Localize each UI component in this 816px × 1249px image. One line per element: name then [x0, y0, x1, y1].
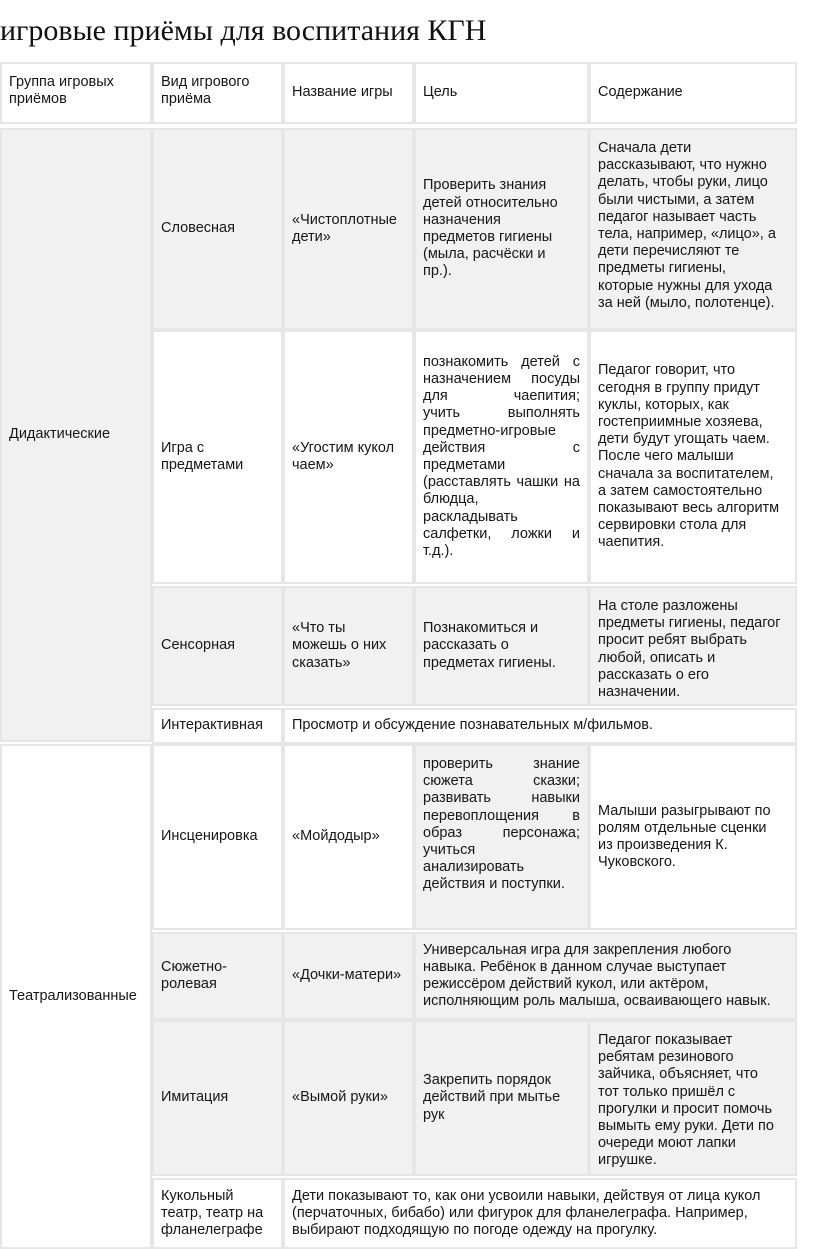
row2-goal-line: раскладывать	[423, 508, 518, 525]
row5-kind	[152, 744, 283, 930]
header-group	[0, 62, 152, 124]
row1-content	[589, 128, 797, 330]
row6-merged-line: режиссёром действий кукол, или актёром,	[423, 976, 709, 992]
row6-merged-line: Универсальная игра для закрепления любого	[423, 941, 732, 958]
row5-goal-line: проверить знание	[423, 756, 580, 772]
row7-name	[283, 1020, 414, 1176]
header-kind-line: приёма	[161, 91, 212, 108]
row6-kind	[152, 932, 283, 1020]
row5-goal-line: перевоплощения в	[423, 807, 580, 824]
row2-content-line: сервировки стола для	[598, 517, 747, 534]
row2-goal-line: предметами	[423, 457, 506, 473]
row7-content	[589, 1020, 797, 1176]
row4-merged	[283, 708, 797, 744]
row2-goal	[414, 330, 589, 584]
row2-goal-line: познакомить детей с	[423, 353, 580, 370]
row2-goal-line: блюдца,	[423, 491, 479, 508]
header-group-line: Группа игровых	[9, 74, 114, 90]
row1-content-line: которые нужны для ухода	[598, 277, 773, 294]
row3-goal-line: предметах гигиены.	[423, 654, 556, 671]
row5-kind-line: Инсценировка	[161, 828, 258, 845]
row1-content-line: рассказывают, что нужно	[598, 157, 767, 174]
row3-goal-line: рассказать о	[423, 637, 509, 654]
row7-goal-line: действий при мытье	[423, 1089, 561, 1106]
row2-content-line: а затем самостоятельно	[598, 482, 763, 499]
row1-goal-line: назначения	[423, 211, 501, 228]
row1-name-line: дети»	[292, 229, 331, 245]
row3-kind	[152, 586, 283, 706]
row2-goal-line: назначением посуды	[423, 370, 580, 387]
row2-content-line: гостеприимные хозяева,	[598, 413, 763, 430]
row5-content-line: Малыши разыгрывают по	[598, 802, 771, 819]
row3-content-line: На столе разложены	[598, 598, 738, 614]
header-kind-line: Вид игрового	[161, 74, 250, 90]
row6-name	[283, 932, 414, 1020]
row5-name-line: «Мойдодыр»	[292, 828, 380, 845]
row8-merged-line: Дети показывают то, как они усвоили навыки, действуя от лица кукол	[292, 1187, 761, 1204]
row3-name-line: можешь о них	[292, 637, 387, 654]
row1-goal-line: (мыла, расчёски и	[423, 246, 546, 263]
row3-content-line: любой, описать и	[598, 649, 716, 666]
row7-name-line: «Вымой руки»	[292, 1089, 388, 1106]
group-theatre-label: Театрализованные	[9, 987, 137, 1004]
row2-name-line: «Угостим кукол	[292, 439, 395, 456]
header-content-line: Содержание	[598, 84, 683, 101]
row2-goal-line: учить выполнять	[423, 405, 580, 422]
row8-merged	[283, 1178, 797, 1249]
row2-content-line: сначала за воспитателем,	[598, 465, 774, 482]
row1-content-line: тела, например, «лицо», а	[598, 226, 776, 243]
row6-kind-line: ролевая	[161, 976, 217, 992]
row4-kind-line: Интерактивная	[161, 717, 263, 734]
row1-content-line: делать, чтобы руки, лицо	[598, 174, 768, 191]
row3-goal-line: Познакомиться и	[423, 620, 539, 637]
row7-goal-line: рук	[423, 1106, 445, 1123]
row3-content-line: предметы гигиены, педагог	[598, 615, 781, 632]
row5-goal-line: действия и поступки.	[423, 876, 565, 893]
row2-goal-line: для чаепития;	[423, 388, 580, 405]
row5-content-line: Чуковского.	[598, 854, 676, 871]
row2-goal-line: действия с	[423, 439, 580, 456]
row8-merged-line: выбирают подходящую по погоде одежду на прогулку.	[292, 1222, 658, 1239]
row2-name	[283, 330, 414, 584]
row1-goal-line: детей относительно	[423, 194, 558, 211]
row7-content-line: Педагог показывает	[598, 1032, 733, 1048]
row1-name-line: «Чистоплотные	[292, 211, 397, 228]
row1-goal	[414, 128, 589, 330]
row8-kind-line: фланелеграфе	[161, 1222, 263, 1239]
row3-kind-line: Сенсорная	[161, 637, 236, 654]
row2-goal-line: т.д.).	[423, 543, 454, 560]
row7-kind	[152, 1020, 283, 1176]
row1-kind	[152, 128, 283, 330]
row5-goal-line: учиться	[423, 842, 476, 859]
header-goal	[414, 62, 589, 124]
row5-content-line: ролям отдельные сценки	[598, 819, 767, 836]
row1-content-line: за ней (мыло, полотенце).	[598, 294, 775, 311]
row2-goal-line: салфетки, ложки и	[423, 525, 580, 542]
row6-merged	[414, 932, 797, 1020]
row1-content-line: педагог называет часть	[598, 208, 757, 225]
row6-kind-line: Сюжетно-	[161, 958, 228, 975]
row5-goal-line: развивать навыки	[423, 790, 580, 807]
row4-merged-line: Просмотр и обсуждение познавательных м/фильмов.	[292, 717, 654, 734]
row3-content-line: назначении.	[598, 684, 681, 701]
row1-content-line: дети перечисляют те	[598, 243, 740, 260]
row7-content-line: тот только пришёл с	[598, 1083, 736, 1100]
row7-goal-line: Закрепить порядок	[423, 1072, 552, 1089]
header-content	[589, 62, 797, 124]
row2-content-line: После чего малыши	[598, 448, 734, 465]
row8-kind-line: Кукольный	[161, 1187, 234, 1204]
row3-goal	[414, 586, 589, 706]
row6-merged-line: навыка. Ребёнок в данном случае выступает	[423, 958, 727, 975]
row1-content-line: Сначала дети	[598, 140, 692, 156]
row2-kind-line: предметами	[161, 457, 244, 473]
row2-name-line: чаем»	[292, 457, 334, 473]
row2-kind-line: Игра с	[161, 439, 205, 456]
row2-kind	[152, 330, 283, 584]
row8-kind-line: театр, театр на	[161, 1204, 264, 1221]
row2-content	[589, 330, 797, 584]
row8-merged-line: (перчаточных, бибабо) или фигурок для фланелеграфа. Например,	[292, 1204, 748, 1221]
row5-content	[589, 744, 797, 930]
row3-content-line: рассказать о его	[598, 666, 710, 683]
row3-content-line: просит ребят выбрать	[598, 632, 747, 649]
row1-goal-line: Проверить знания	[423, 177, 547, 194]
row7-content-line: зайчика, объясняет, что	[598, 1066, 758, 1083]
header-name-line: Название игры	[292, 84, 393, 101]
row3-name	[283, 586, 414, 706]
row6-name-line: «Дочки-матери»	[292, 967, 402, 984]
row2-goal-line: (расставлять чашки на	[423, 474, 580, 491]
row5-goal-line: сюжета сказки;	[423, 773, 580, 790]
row7-content-line: очереди моют лапки	[598, 1135, 736, 1152]
row5-content-line: из произведения К.	[598, 837, 728, 853]
row1-kind-line: Словесная	[161, 220, 235, 237]
row2-content-line: сегодня в группу придут	[598, 379, 760, 396]
row2-content-line: куклы, которых, как	[598, 396, 729, 413]
row2-content-line: чаепития.	[598, 534, 665, 551]
row7-content-line: ребятам резинового	[598, 1049, 734, 1066]
row1-content-line: были чистыми, а затем	[598, 191, 755, 208]
header-kind	[152, 62, 283, 124]
header-name	[283, 62, 414, 124]
row7-content-line: вымыть ему руки. Дети по	[598, 1118, 774, 1135]
row8-kind	[152, 1178, 283, 1249]
header-group-line: приёмов	[9, 91, 67, 108]
group-didactic-label: Дидактические	[9, 426, 111, 443]
row4-kind	[152, 708, 283, 744]
row2-content-line: дети будут угощать чаем.	[598, 431, 770, 448]
row1-content-line: предметы гигиены,	[598, 260, 727, 277]
row1-goal-line: предметов гигиены	[423, 229, 553, 245]
row5-goal	[414, 744, 589, 930]
row3-name-line: «Что ты	[292, 620, 346, 637]
row7-goal	[414, 1020, 589, 1176]
row2-content-line: показывают весь алгоритм	[598, 500, 780, 516]
row1-name	[283, 128, 414, 330]
row5-goal-line: образ персонажа;	[423, 824, 580, 841]
row5-goal-line: анализировать	[423, 859, 525, 876]
group-didactic	[0, 128, 152, 742]
row6-merged-line: исполняющим роль малыша, осваивающего навык.	[423, 993, 771, 1010]
row7-content-line: прогулки и просит помочь	[598, 1100, 772, 1117]
group-theatre	[0, 744, 152, 1249]
row3-content	[589, 586, 797, 706]
row1-goal-line: пр.).	[423, 263, 452, 280]
header-goal-line: Цель	[423, 84, 458, 101]
row7-content-line: игрушке.	[598, 1152, 657, 1169]
page-title: игровые приёмы для воспитания КГН	[0, 14, 487, 47]
row2-goal-line: предметно-игровые	[423, 422, 556, 439]
row7-kind-line: Имитация	[161, 1089, 229, 1106]
row3-name-line: сказать»	[292, 654, 351, 671]
row5-name	[283, 744, 414, 930]
row2-content-line: Педагог говорит, что	[598, 362, 736, 379]
